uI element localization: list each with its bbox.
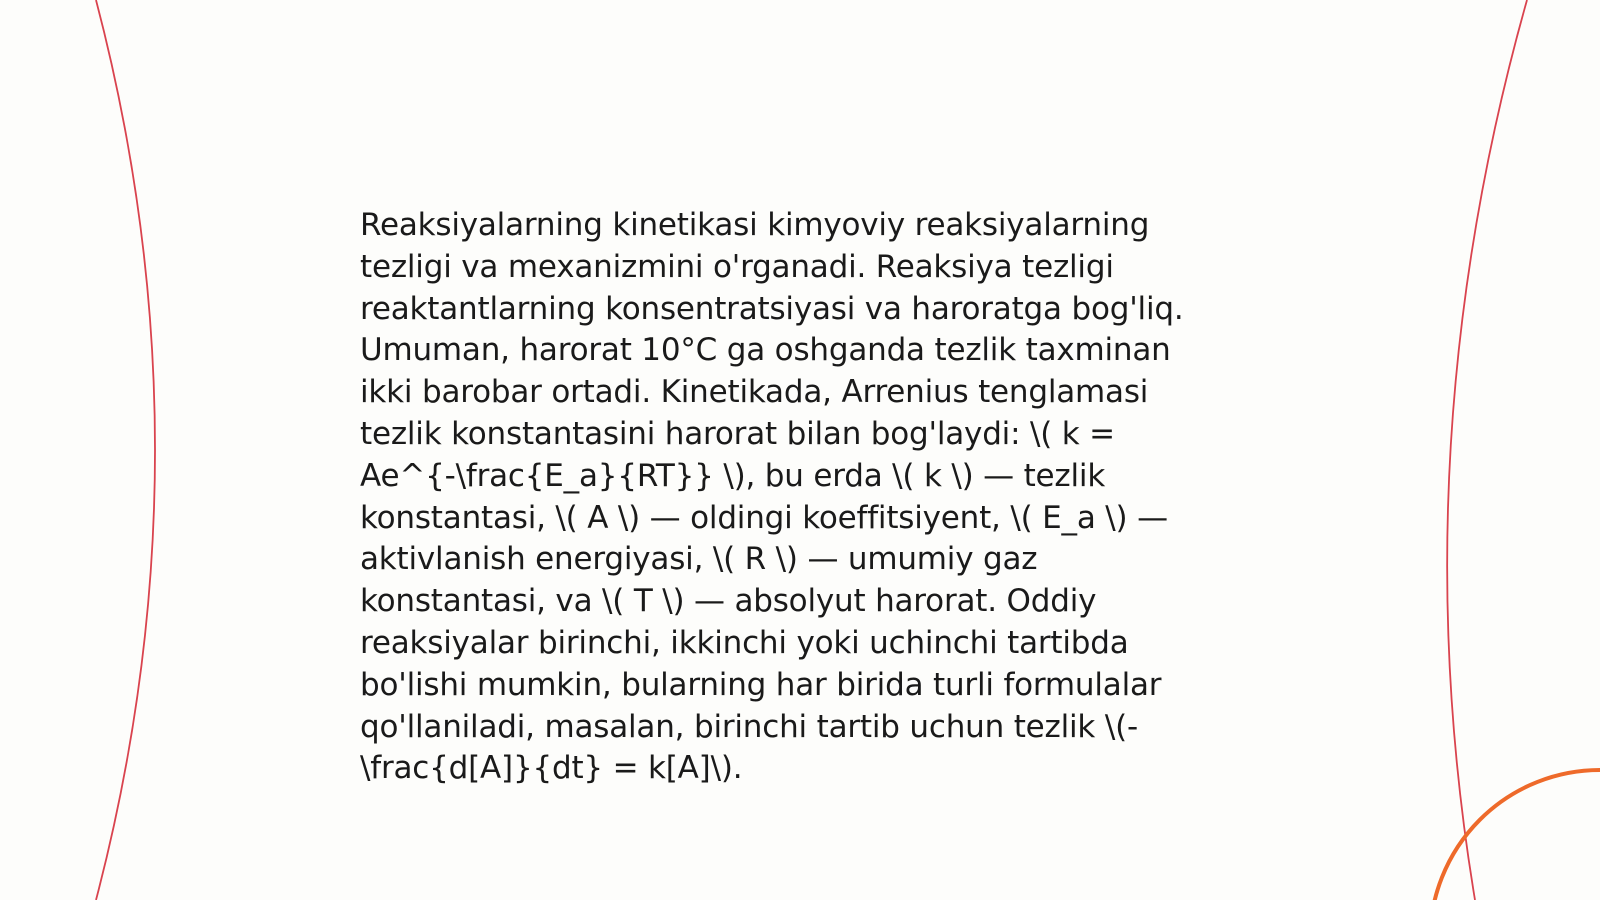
right-curve-line xyxy=(1447,0,1527,900)
corner-circle-outline xyxy=(1430,770,1600,900)
left-curve-line xyxy=(96,0,155,900)
body-text: Reaksiyalarning kinetikasi kimyoviy reaksiyalarning tezligi va mexanizmini o'rganadi. Reaksiya tezligi reaktantlarning konsentratsiyasi va haroratga bog'liq. Umuman, harorat 10°C ga oshganda tezlik taxminan ikki barobar ortadi. Kinetikada, Arrenius tenglamasi tezlik konstantasini harorat bilan bog'laydi: \( k = Ae^{-\frac{E_a}{RT}} \), bu erda \( k \) — tezlik konstantasi, \( A \) — oldingi koeffitsiyent, \( E_a \) — aktivlanish energiyasi, \( R \) — umumiy gaz konstantasi, va \( T \) — absolyut harorat. Oddiy reaksiyalar birinchi, ikkinchi yoki uchinchi tartibda bo'lishi mumkin, bularning har birida turli formulalar qo'llaniladi, masalan, birinchi tartib uchun tezlik \(- \frac{d[A]}{dt} = k[A]\). xyxy=(360,207,1184,787)
